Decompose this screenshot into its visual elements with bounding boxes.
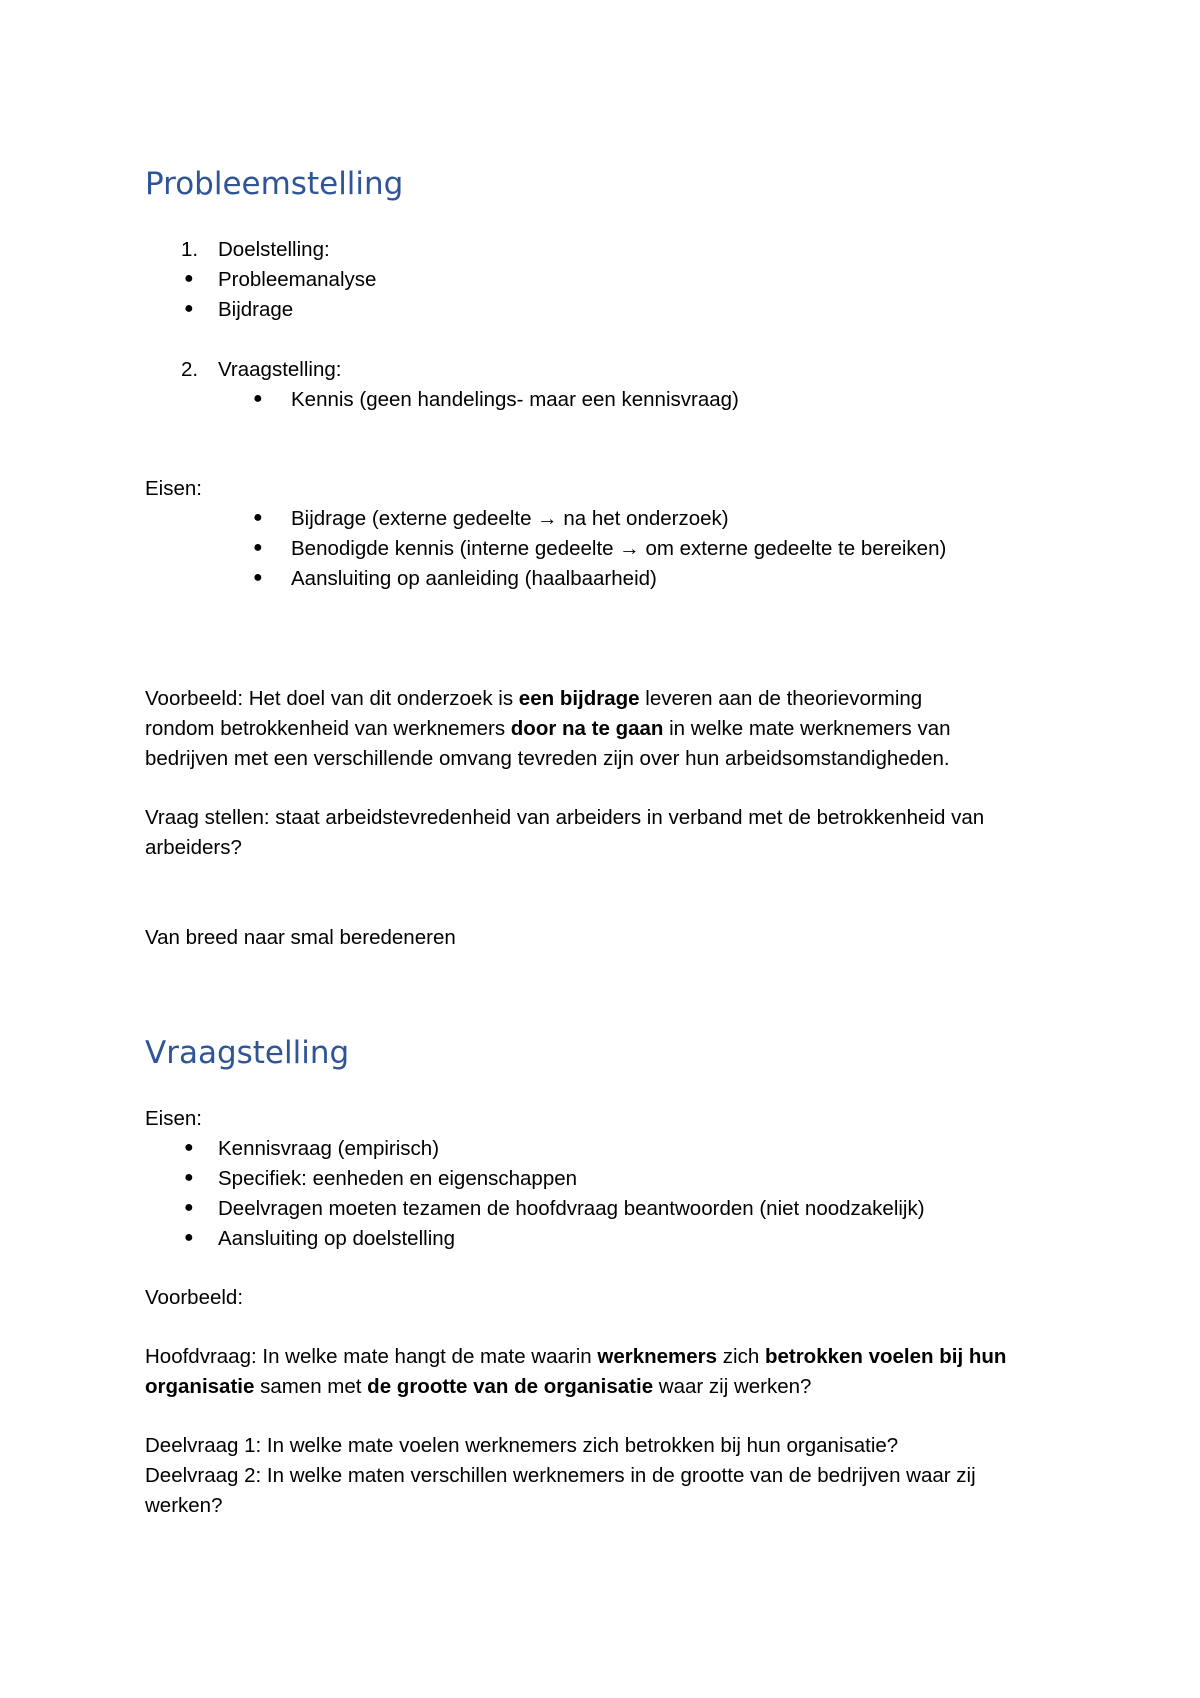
bullet-item: Kennisvraag (empirisch): [218, 1137, 440, 1160]
voorbeeld-label: Voorbeeld:: [145, 1286, 244, 1309]
bullet-icon: ●: [253, 390, 263, 407]
bullet-item: Kennis (geen handelings- maar een kennisvraag): [291, 388, 739, 411]
eisen-label: Eisen:: [145, 1107, 202, 1130]
voorbeeld-line: Voorbeeld: Het doel van dit onderzoek is een bijdrage leveren aan de theorievorming: [145, 687, 923, 710]
bullet-item: Aansluiting op doelstelling: [218, 1227, 456, 1250]
eisen-item: Benodigde kennis (interne gedeelte → om externe gedeelte te bereiken): [291, 537, 947, 560]
bullet-item: Deelvragen moeten tezamen de hoofdvraag beantwoorden (niet noodzakelijk): [218, 1197, 925, 1220]
list-number-2: 2.: [181, 358, 199, 381]
arrow-right-icon: →: [619, 537, 640, 560]
list-item-vraagstelling: Vraagstelling:: [218, 358, 342, 381]
heading-vraagstelling: Vraagstelling: [145, 1035, 350, 1071]
bullet-icon: ●: [184, 1229, 194, 1246]
vraag-stellen-line: Vraag stellen: staat arbeidstevredenheid van arbeiders in verband met de betrokkenheid van: [145, 806, 985, 829]
bullet-item: Specifiek: eenheden en eigenschappen: [218, 1167, 578, 1190]
voorbeeld-line: bedrijven met een verschillende omvang tevreden zijn over hun arbeidsomstandigheden.: [145, 747, 950, 770]
bullet-icon: ●: [184, 270, 194, 287]
eisen-item: Bijdrage (externe gedeelte → na het onderzoek): [291, 507, 729, 530]
deelvraag-1: Deelvraag 1: In welke mate voelen werknemers zich betrokken bij hun organisatie?: [145, 1434, 899, 1457]
breed-naar-smal: Van breed naar smal beredeneren: [145, 926, 456, 949]
list-number-1: 1.: [181, 238, 199, 261]
bullet-icon: ●: [184, 1169, 194, 1186]
hoofdvraag-line: Hoofdvraag: In welke mate hangt de mate waarin werknemers zich betrokken voelen bij hun: [145, 1345, 1007, 1368]
bullet-icon: ●: [184, 1199, 194, 1216]
voorbeeld-line: rondom betrokkenheid van werknemers door na te gaan in welke mate werknemers van: [145, 717, 951, 740]
bullet-icon: ●: [253, 569, 263, 586]
deelvraag-2-cont: werken?: [145, 1494, 223, 1517]
vraag-stellen-line: arbeiders?: [145, 836, 242, 859]
bullet-icon: ●: [184, 1139, 194, 1156]
bullet-icon: ●: [253, 539, 263, 556]
arrow-right-icon: →: [537, 507, 558, 530]
hoofdvraag-line: organisatie samen met de grootte van de organisatie waar zij werken?: [145, 1375, 812, 1398]
bullet-icon: ●: [184, 300, 194, 317]
bullet-icon: ●: [253, 509, 263, 526]
bullet-item: Probleemanalyse: [218, 268, 377, 291]
deelvraag-2: Deelvraag 2: In welke maten verschillen werknemers in de grootte van de bedrijven waar zij: [145, 1464, 976, 1487]
eisen-item: Aansluiting op aanleiding (haalbaarheid): [291, 567, 657, 590]
list-item-doelstelling: Doelstelling:: [218, 238, 330, 261]
bullet-item: Bijdrage: [218, 298, 294, 321]
heading-probleemstelling: Probleemstelling: [145, 166, 404, 202]
eisen-label: Eisen:: [145, 477, 202, 500]
